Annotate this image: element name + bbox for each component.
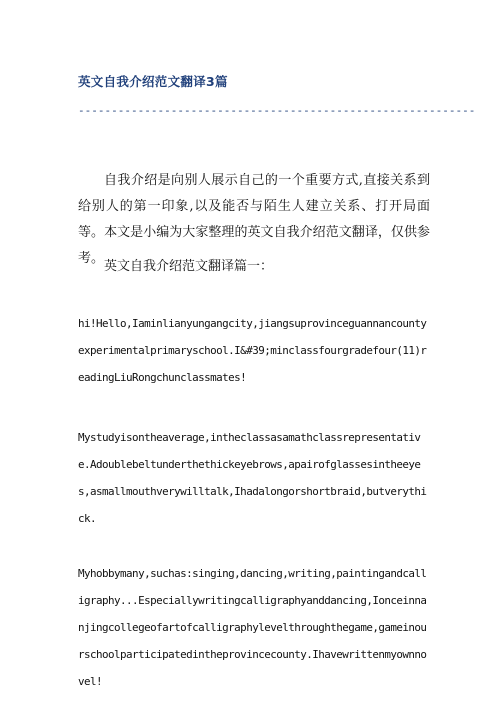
section-heading: 英文自我介绍范文翻译篇一： (104, 259, 274, 274)
document-title: 英文自我介绍范文翻译3篇 (78, 74, 228, 89)
title-divider: ------------------------------------------------------------ (78, 104, 476, 117)
intro-paragraph: 自我介绍是向别人展示自己的一个重要方式,直接关系到给别人的第一印象,以及能否与陌生人建立关系、打开局面等。本文是小编为大家整理的英文自我介绍范文翻译，仅供参考。 (78, 173, 430, 266)
body-paragraph-3: Myhobbymany,suchas:singing,dancing,writing,paintingandcalligraphy...Especiallywritingcalligraphyanddancing,Ionceinnanjingcollegeofartofcalligraphylevelthroughthegame,gameinourschoolparticipatedintheprovincecounty.Ihavewrittenmyownnovel! (78, 567, 427, 688)
body-paragraph-2: Mystudyisontheaverage,intheclassasamathclassrepresentative.Adoublebeltunderthethickeyebrows,apairofglassesintheeyes,asmallmouthverywilltalk,Ihadalongorshortbraid,butverythick. (78, 431, 427, 525)
body-paragraph-1: hi!Hello,Iaminlianyungangcity,jiangsuprovinceguannancountyexperimentalprimaryschool.I&#39;minclassfourgradefour(11)readingLiuRongchunclassmates! (78, 317, 427, 384)
